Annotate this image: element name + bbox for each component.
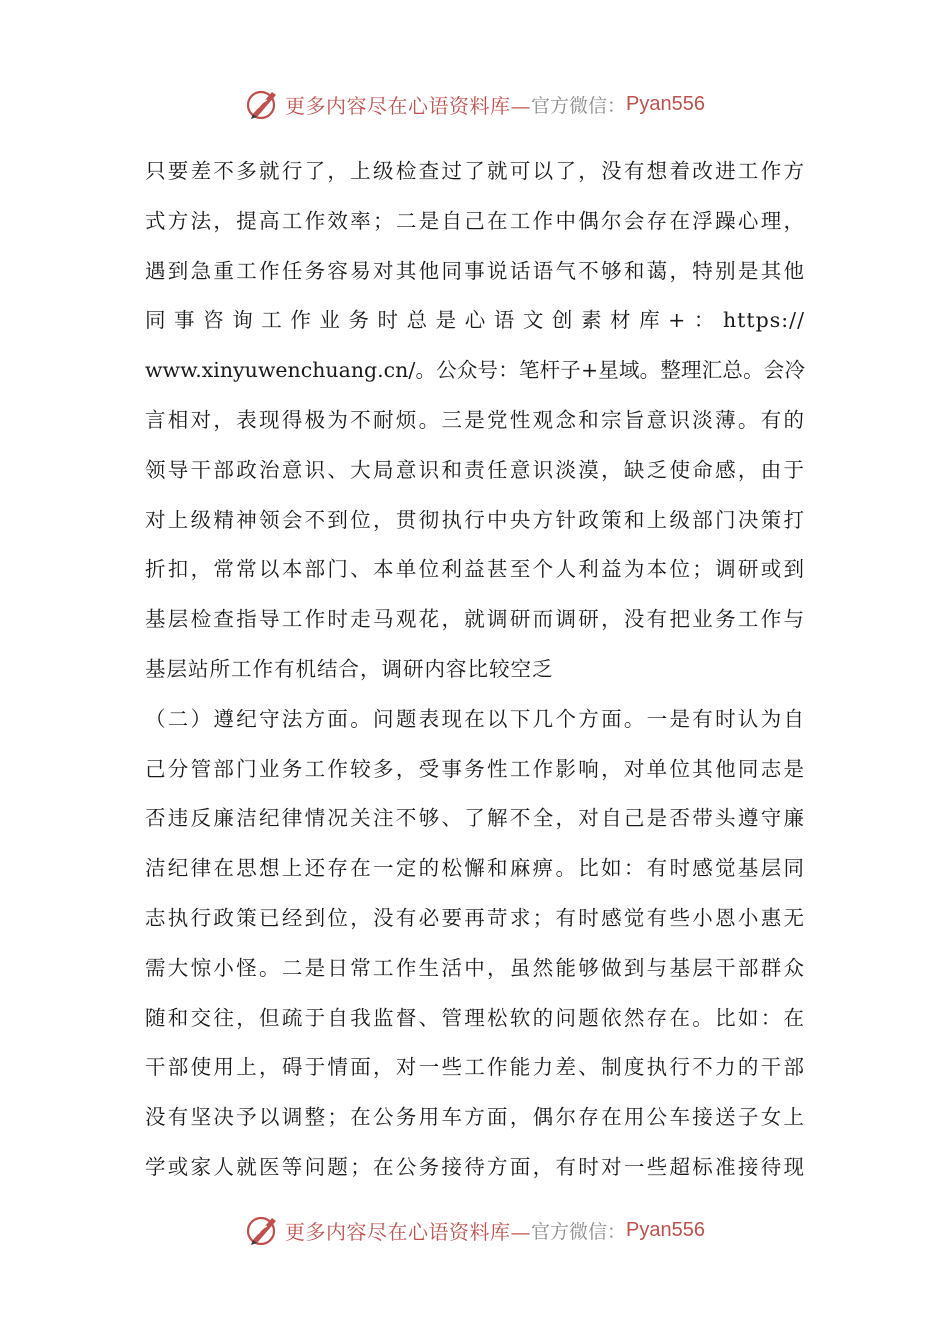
text-line: 随和交往，但疏于自我监督、管理松软的问题依然存在。比如：在 <box>145 1005 805 1030</box>
text-line: 式方法，提高工作效率；二是自己在工作中偶尔会存在浮躁心理， <box>145 208 805 233</box>
document-body <box>145 147 805 1193</box>
text-line: 没有坚决予以调整；在公务用车方面，偶尔存在用公车接送子女上 <box>145 1105 805 1130</box>
footer-wechat-id: Pyan556 <box>626 1218 705 1241</box>
header-banner <box>0 84 950 124</box>
text-line: 学或家人就医等问题；在公务接待方面，有时对一些超标准接待现 <box>145 1154 805 1179</box>
footer-banner <box>0 1210 950 1250</box>
text-line: 言相对，表现得极为不耐烦。三是党性观念和宗旨意识淡薄。有的 <box>145 407 805 432</box>
text-line: （二）遵纪守法方面。问题表现在以下几个方面。一是有时认为自 <box>145 706 805 731</box>
header-slogan: 更多内容尽在心语资料库— <box>285 93 531 118</box>
header-wechat-id: Pyan556 <box>626 92 705 115</box>
text-line: 只要差不多就行了，上级检查过了就可以了，没有想着改进工作方 <box>145 159 805 183</box>
text-line: 遇到急重工作任务容易对其他同事说话语气不够和蔼，特别是其他 <box>145 258 805 283</box>
text-line: 洁纪律在思想上还存在一定的松懈和麻痹。比如：有时感觉基层同 <box>145 856 805 881</box>
text-line: 干部使用上，碍于情面，对一些工作能力差、制度执行不力的干部 <box>145 1055 805 1080</box>
text-line: 折扣，常常以本部门、本单位利益甚至个人利益为本位；调研或到 <box>145 557 805 582</box>
header-wechat-label: 官方微信： <box>531 94 627 117</box>
footer-wechat-label: 官方微信： <box>531 1220 627 1243</box>
text-line: 己分管部门业务工作较多，受事务性工作影响，对单位其他同志是 <box>145 756 805 781</box>
text-line: 同事咨询工作业务时总是心语文创素材库+：https:// <box>145 308 805 333</box>
text-line: 志执行政策已经到位，没有必要再苛求；有时感觉有些小恩小惠无 <box>145 905 805 930</box>
text-line: 基层检查指导工作时走马观花，就调研而调研，没有把业务工作与 <box>145 607 805 632</box>
footer-slogan: 更多内容尽在心语资料库— <box>285 1219 531 1244</box>
text-line: 需大惊小怪。二是日常工作生活中，虽然能够做到与基层干部群众 <box>145 955 805 980</box>
pen-logo-icon <box>245 1212 281 1248</box>
pen-logo-icon <box>245 86 281 122</box>
text-line: 领导干部政治意识、大局意识和责任意识淡漠，缺乏使命感，由于 <box>145 457 805 482</box>
text-line: 否违反廉洁纪律情况关注不够、了解不全，对自己是否带头遵守廉 <box>145 806 805 831</box>
text-line: 对上级精神领会不到位，贯彻执行中央方针政策和上级部门决策打 <box>145 507 805 532</box>
text-line: www.xinyuwenchuang.cn/。公众号：笔杆子+星域。整理汇总。会冷 <box>145 358 805 383</box>
text-line: 基层站所工作有机结合，调研内容比较空乏 <box>145 656 554 681</box>
